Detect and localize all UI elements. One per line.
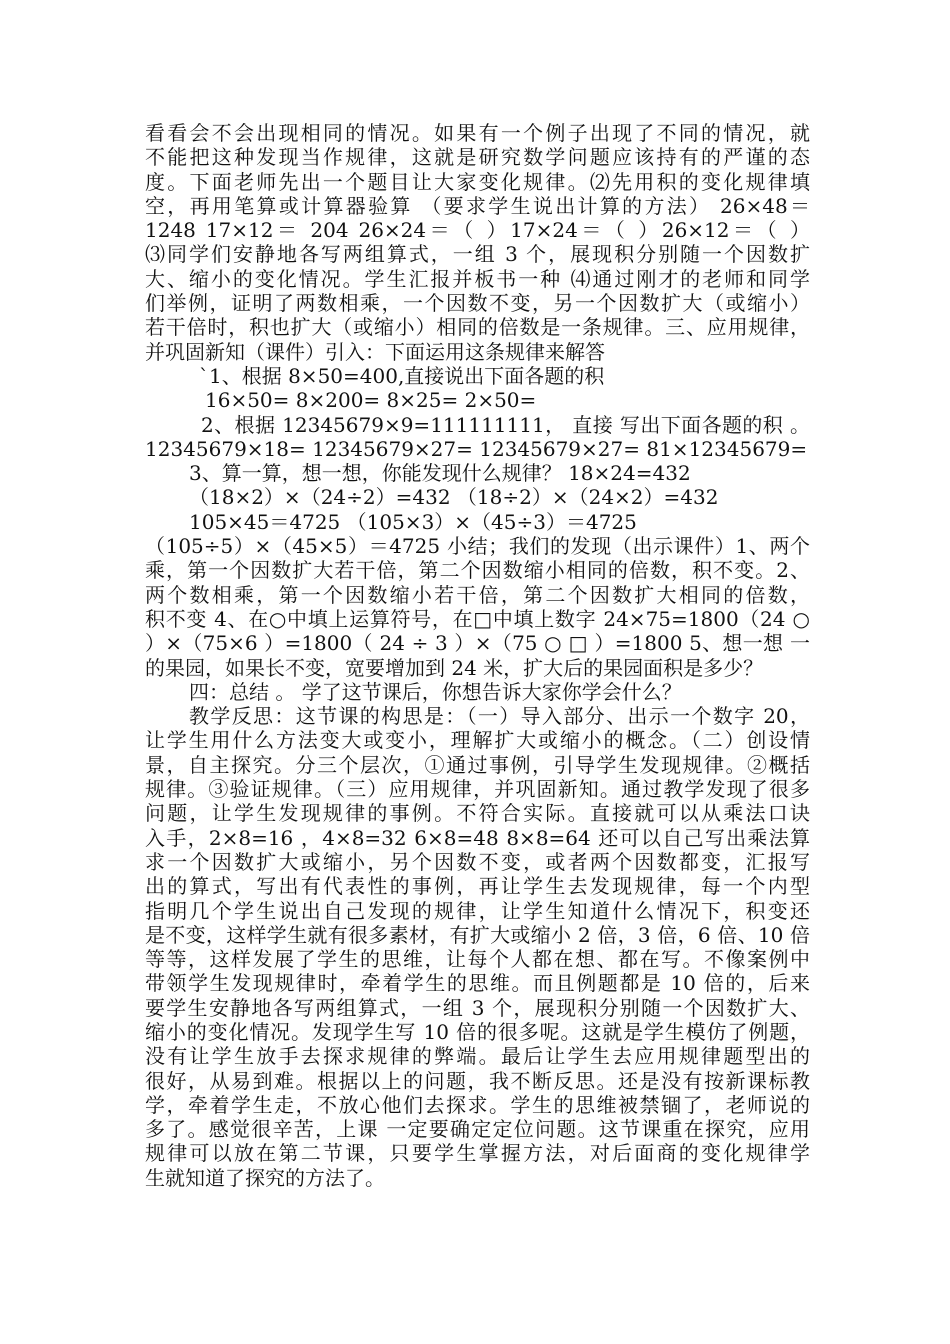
paragraph-line: 不能把这种发现当作规律，这就是研究数学问题应该持有的严谨的态 <box>145 145 810 170</box>
exercise-line: 12345679×18= 12345679×27= 12345679×27= 81×12345679= <box>145 436 808 461</box>
reflection-line: 多了。感觉很辛苦，上课 一定要确定定位问题。这节课重在探究，应用 <box>145 1117 810 1142</box>
paragraph-line: 1248 17×12＝ 204 26×24＝（ ）17×24＝（ ）26×12＝（ ） <box>145 218 810 243</box>
reflection-line: 问题，让学生发现规律的事例。不符合实际。直接就可以从乘法口诀 <box>145 801 810 826</box>
paragraph-line: 们举例，证明了两数相乘，一个因数不变，另一个因数扩大（或缩小） <box>145 291 810 316</box>
exercise-line: 105×45＝4725 （105×3）×（45÷3）＝4725 <box>189 509 637 534</box>
paragraph-line: 积不变 4、在○中填上运算符号，在□中填上数字 24×75=1800（24 ○ <box>145 606 810 631</box>
reflection-line: 教学反思：这节课的构思是：（一）导入部分、出示一个数字 20， <box>189 704 810 729</box>
paragraph-line: 空，再用笔算或计算器验算 （要求学生说出计算的方法） 26×48＝ <box>145 193 810 218</box>
reflection-line: 等等，这样发展了学生的思维，让每个人都在想、都在写。不像案例中 <box>145 947 810 972</box>
reflection-line: 是不变，这样学生就有很多素材，有扩大或缩小 2 倍，3 倍，6 倍、10 倍 <box>145 922 810 947</box>
reflection-line: 规律可以放在第二节课，只要学生掌握方法，对后面商的变化规律学 <box>145 1141 810 1166</box>
reflection-line: 求一个因数扩大或缩小，另个因数不变，或者两个因数都变，汇报写 <box>145 849 810 874</box>
summary-line: 四：总结 。 学了这节课后，你想告诉大家你学会什么？ <box>189 679 682 704</box>
exercise-line: `1、根据 8×50=400,直接说出下面各题的积 <box>199 363 605 388</box>
reflection-line: 要学生安静地各写两组算式，一组 3 个，展现积分别随一个因数扩大、 <box>145 995 810 1020</box>
reflection-line: 让学生用什么方法变大或变小，理解扩大或缩小的概念。（二）创设情 <box>145 728 810 753</box>
paragraph-line: ⑶同学们安静地各写两组算式，一组 3 个，展现积分别随一个因数扩 <box>145 242 810 267</box>
reflection-line: 指明几个学生说出自己发现的规律，让学生知道什么情况下，积变还 <box>145 898 810 923</box>
paragraph-line: ）×（75×6 ）=1800（ 24 ÷ 3 ）×（75 ○ □ ）=1800 5、想一想 一 <box>145 631 810 656</box>
exercise-line: （18×2）×（24÷2）=432 （18÷2）×（24×2）=432 <box>189 485 719 510</box>
reflection-line: 缩小的变化情况。发现学生写 10 倍的很多呢。这就是学生模仿了例题， <box>145 1019 810 1044</box>
reflection-line: 很好，从易到难。根据以上的问题，我不断反思。还是没有按新课标教 <box>145 1068 810 1093</box>
paragraph-line: 大、缩小的变化情况。学生汇报并板书一种 ⑷通过刚才的老师和同学 <box>145 266 810 291</box>
reflection-line: 规律。③验证规律。（三）应用规律，并巩固新知。通过教学发现了很多 <box>145 777 810 802</box>
paragraph-line: 并巩固新知（课件）引入：下面运用这条规律来解答 <box>145 339 605 364</box>
reflection-line: 没有让学生放手去探求规律的弊端。最后让学生去应用规律题型出的 <box>145 1044 810 1069</box>
paragraph-line: 若干倍时，积也扩大（或缩小）相同的倍数是一条规律。三、应用规律， <box>145 315 810 340</box>
reflection-line: 带领学生发现规律时，牵着学生的思维。而且例题都是 10 倍的，后来 <box>145 971 810 996</box>
paragraph-line: 度。下面老师先出一个题目让大家变化规律。⑵先用积的变化规律填 <box>145 169 810 194</box>
paragraph-line: 的果园，如果长不变，宽要增加到 24 米，扩大后的果园面积是多少？ <box>145 655 764 680</box>
exercise-line: 2、根据 12345679×9=111111111， 直接 写出下面各题的积 。 <box>201 412 810 437</box>
document-body <box>145 121 810 1190</box>
paragraph-line: 两个数相乘，第一个因数缩小若干倍，第二个因数扩大相同的倍数， <box>145 582 810 607</box>
reflection-line: 景，自主探究。分三个层次，①通过事例，引导学生发现规律。②概括 <box>145 752 810 777</box>
exercise-line: 3、算一算，想一想，你能发现什么规律？ 18×24=432 <box>189 461 691 486</box>
reflection-line: 入手，2×8=16 ，4×8=32 6×8=48 8×8=64 还可以自己写出乘法算 <box>145 825 810 850</box>
reflection-line: 生就知道了探究的方法了。 <box>145 1165 385 1190</box>
reflection-line: 学，牵着学生走，不放心他们去探求。学生的思维被禁锢了，老师说的 <box>145 1092 810 1117</box>
paragraph-line: 看看会不会出现相同的情况。如果有一个例子出现了不同的情况，就 <box>145 121 810 145</box>
paragraph-line: 乘，第一个因数扩大若干倍，第二个因数缩小相同的倍数，积不变。2、 <box>145 558 810 583</box>
paragraph-line: （105÷5）×（45×5）＝4725 小结；我们的发现（出示课件）1、两个 <box>145 534 810 559</box>
exercise-line: 16×50= 8×200= 8×25= 2×50= <box>205 388 537 413</box>
reflection-line: 出的算式，写出有代表性的事例，再让学生去发现规律，每一个内型 <box>145 874 810 899</box>
